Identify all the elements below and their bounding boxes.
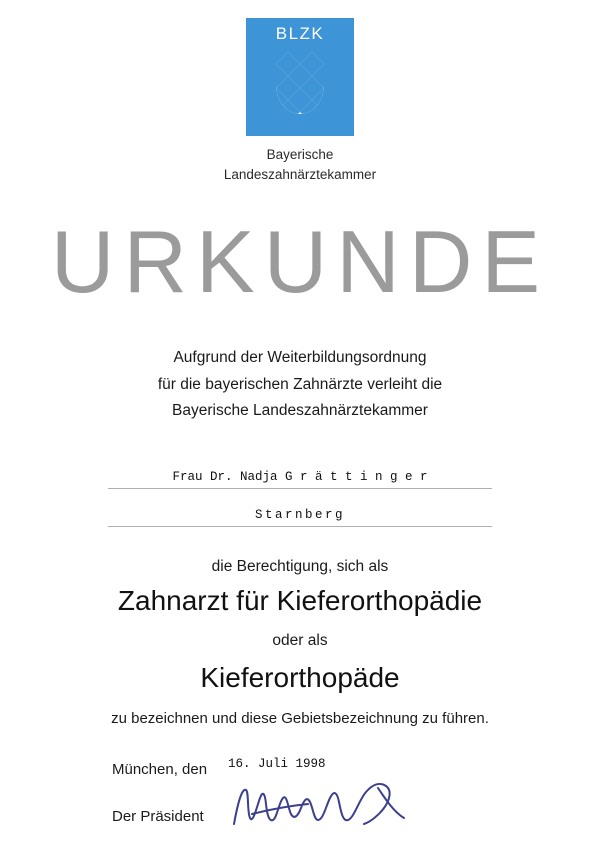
recipient-city: Starnberg [108, 508, 492, 527]
qualification-title: Zahnarzt für Kieferorthopädie [117, 585, 483, 616]
closing-text: zu bezeichnen und diese Gebietsbezeichnung zu führen. [111, 710, 489, 727]
logo-brand-text: BLZK [275, 24, 325, 43]
intro-line-3: Bayerische Landeszahnärztekammer [172, 402, 428, 420]
recipient-name: Frau Dr. Nadja G r ä t t i n g e r [108, 470, 492, 489]
organization-logo [0, 18, 600, 184]
alternative-label: oder als [272, 632, 328, 649]
place-label: München, den [112, 761, 208, 778]
organization-name-line1: Bayerische [266, 147, 334, 162]
intro-line-1: Aufgrund der Weiterbildungsordnung [173, 349, 427, 366]
president-label: Der Präsident [112, 808, 204, 825]
bavarian-lozenge-shield-icon [276, 52, 324, 114]
qualification-title-alternative: Kieferorthopäde [200, 662, 400, 693]
authorization-text: die Berechtigung, sich als [211, 558, 389, 575]
intro-line-2: für die bayerischen Zahnärzte verleiht die [157, 375, 443, 393]
page-title: URKUNDE [50, 212, 550, 311]
issue-date: 16. Juli 1998 [228, 757, 326, 771]
logo-square [246, 18, 354, 136]
president-signature-icon [228, 778, 428, 836]
organization-name-line2: Landeszahnärztekammer [223, 166, 377, 182]
organization-name [0, 145, 600, 184]
intro-paragraph [0, 345, 600, 425]
